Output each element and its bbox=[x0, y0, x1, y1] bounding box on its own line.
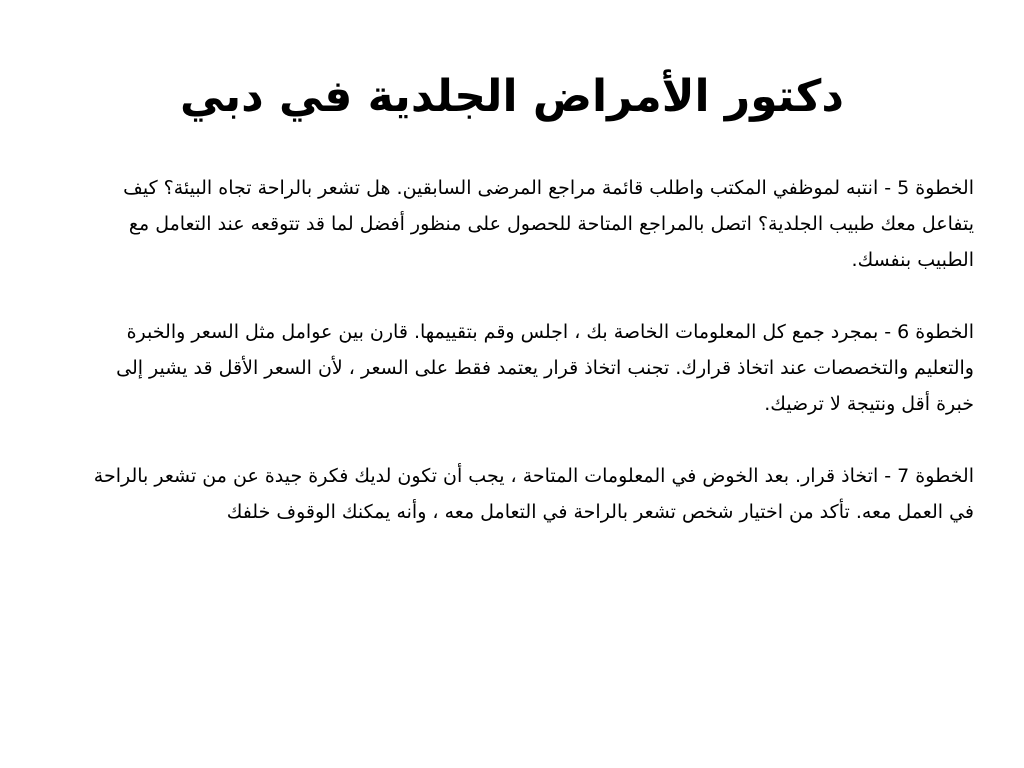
paragraph-step-5: الخطوة 5 - انتبه لموظفي المكتب واطلب قائمة مراجع المرضى السابقين. هل تشعر بالراحة تجاه البيئة؟ كيف يتفاعل معك طبيب الجلدية؟ اتصل بالمراجع المتاحة للحصول على منظور أفضل لما قد تتوقعه عند التعامل مع الطبيب بنفسك. bbox=[123, 177, 974, 271]
paragraph-step-7: الخطوة 7 - اتخاذ قرار. بعد الخوض في المعلومات المتاحة ، يجب أن تكون لديك فكرة جيدة عن من تشعر بالراحة في العمل معه. تأكد من اختيار شخص تشعر بالراحة في التعامل معه ، وأنه يمكنك الوقوف خلفك bbox=[93, 465, 974, 523]
paragraph-step-6: الخطوة 6 - بمجرد جمع كل المعلومات الخاصة بك ، اجلس وقم بتقييمها. قارن بين عوامل مثل السعر والخبرة والتعليم والتخصصات عند اتخاذ قرارك. تجنب اتخاذ قرار يعتمد فقط على السعر ، لأن السعر الأقل قد يشير إلى خبرة أقل ونتيجة لا ترضيك. bbox=[116, 321, 974, 415]
slide-title: دكتور الأمراض الجلدية في دبي bbox=[180, 71, 844, 122]
slide-body bbox=[78, 170, 974, 566]
